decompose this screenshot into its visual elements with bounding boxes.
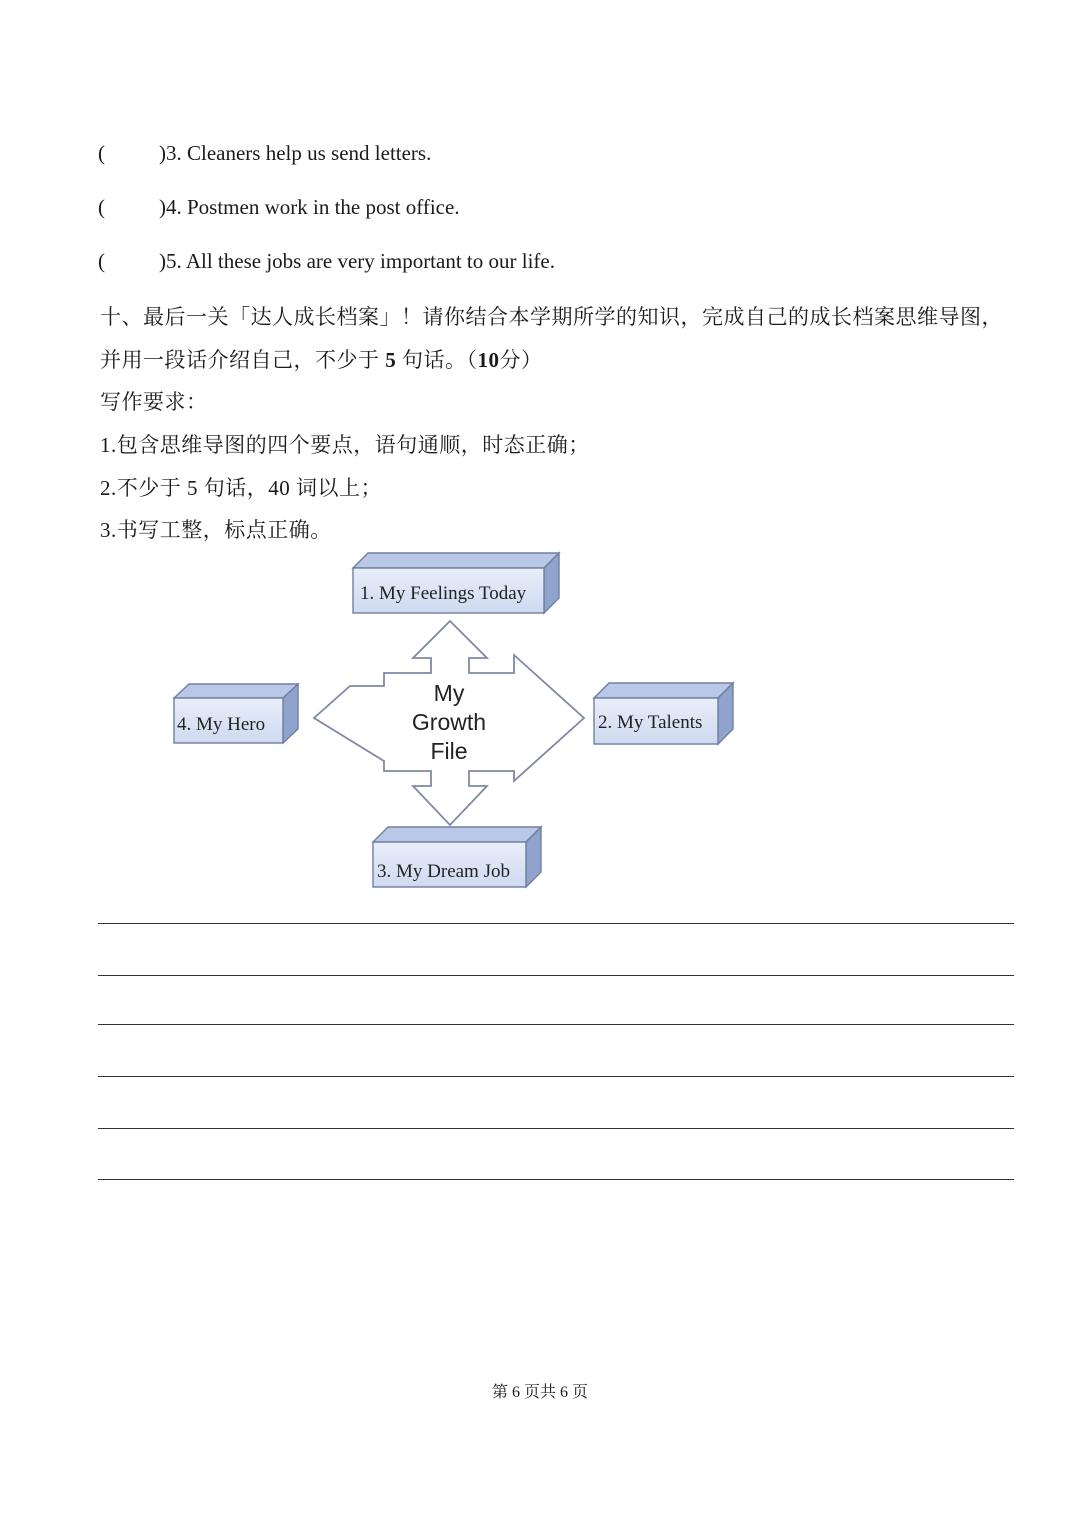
- answer-blank[interactable]: (: [98, 141, 105, 165]
- answer-line[interactable]: [98, 1076, 1014, 1077]
- instruction-text: 分）: [499, 348, 543, 372]
- requirement-2: 2.不少于 5 句话，40 词以上；: [100, 476, 382, 500]
- box-feelings-today: [353, 553, 559, 613]
- answer-line[interactable]: [98, 1024, 1014, 1025]
- box-label-feelings: 1. My Feelings Today: [360, 583, 527, 604]
- box-talents: [594, 683, 733, 744]
- center-label-line-2: Growth: [411, 709, 487, 735]
- instruction-text: 并用一段话介绍自己，不少于: [100, 348, 380, 372]
- box-hero: [174, 684, 298, 743]
- box-label-talents: 2. My Talents: [598, 712, 703, 733]
- sentence-count: 5: [385, 348, 397, 372]
- center-label-line-3: File: [430, 738, 468, 764]
- answer-line[interactable]: [98, 1128, 1014, 1129]
- statement-text: )4. Postmen work in the post office.: [159, 195, 460, 219]
- requirements-title: 写作要求：: [100, 390, 208, 414]
- score-value: 10: [477, 348, 500, 372]
- answer-blank[interactable]: (: [98, 195, 105, 219]
- requirement-3: 3.书写工整，标点正确。: [100, 518, 332, 542]
- page-footer: 第 6 页共 6 页: [491, 1384, 588, 1401]
- instruction-text: 句话。（: [402, 348, 478, 372]
- statement-text: )3. Cleaners help us send letters.: [159, 141, 432, 165]
- answer-line[interactable]: [98, 975, 1014, 976]
- box-label-dream-job: 3. My Dream Job: [377, 861, 510, 882]
- requirement-1: 1.包含思维导图的四个要点，语句通顺，时态正确；: [100, 433, 590, 457]
- answer-line[interactable]: [98, 923, 1014, 924]
- box-dream-job: [373, 827, 541, 887]
- section-10-title: 十、最后一关「达人成长档案」！请你结合本学期所学的知识，完成自己的成长档案思维导图，: [100, 305, 1003, 329]
- answer-line[interactable]: [98, 1179, 1014, 1180]
- answer-blank[interactable]: (: [98, 249, 105, 273]
- box-label-hero: 4. My Hero: [177, 714, 266, 735]
- center-label-line-1: My: [433, 680, 465, 706]
- statement-text: )5. All these jobs are very important to our life.: [159, 249, 555, 273]
